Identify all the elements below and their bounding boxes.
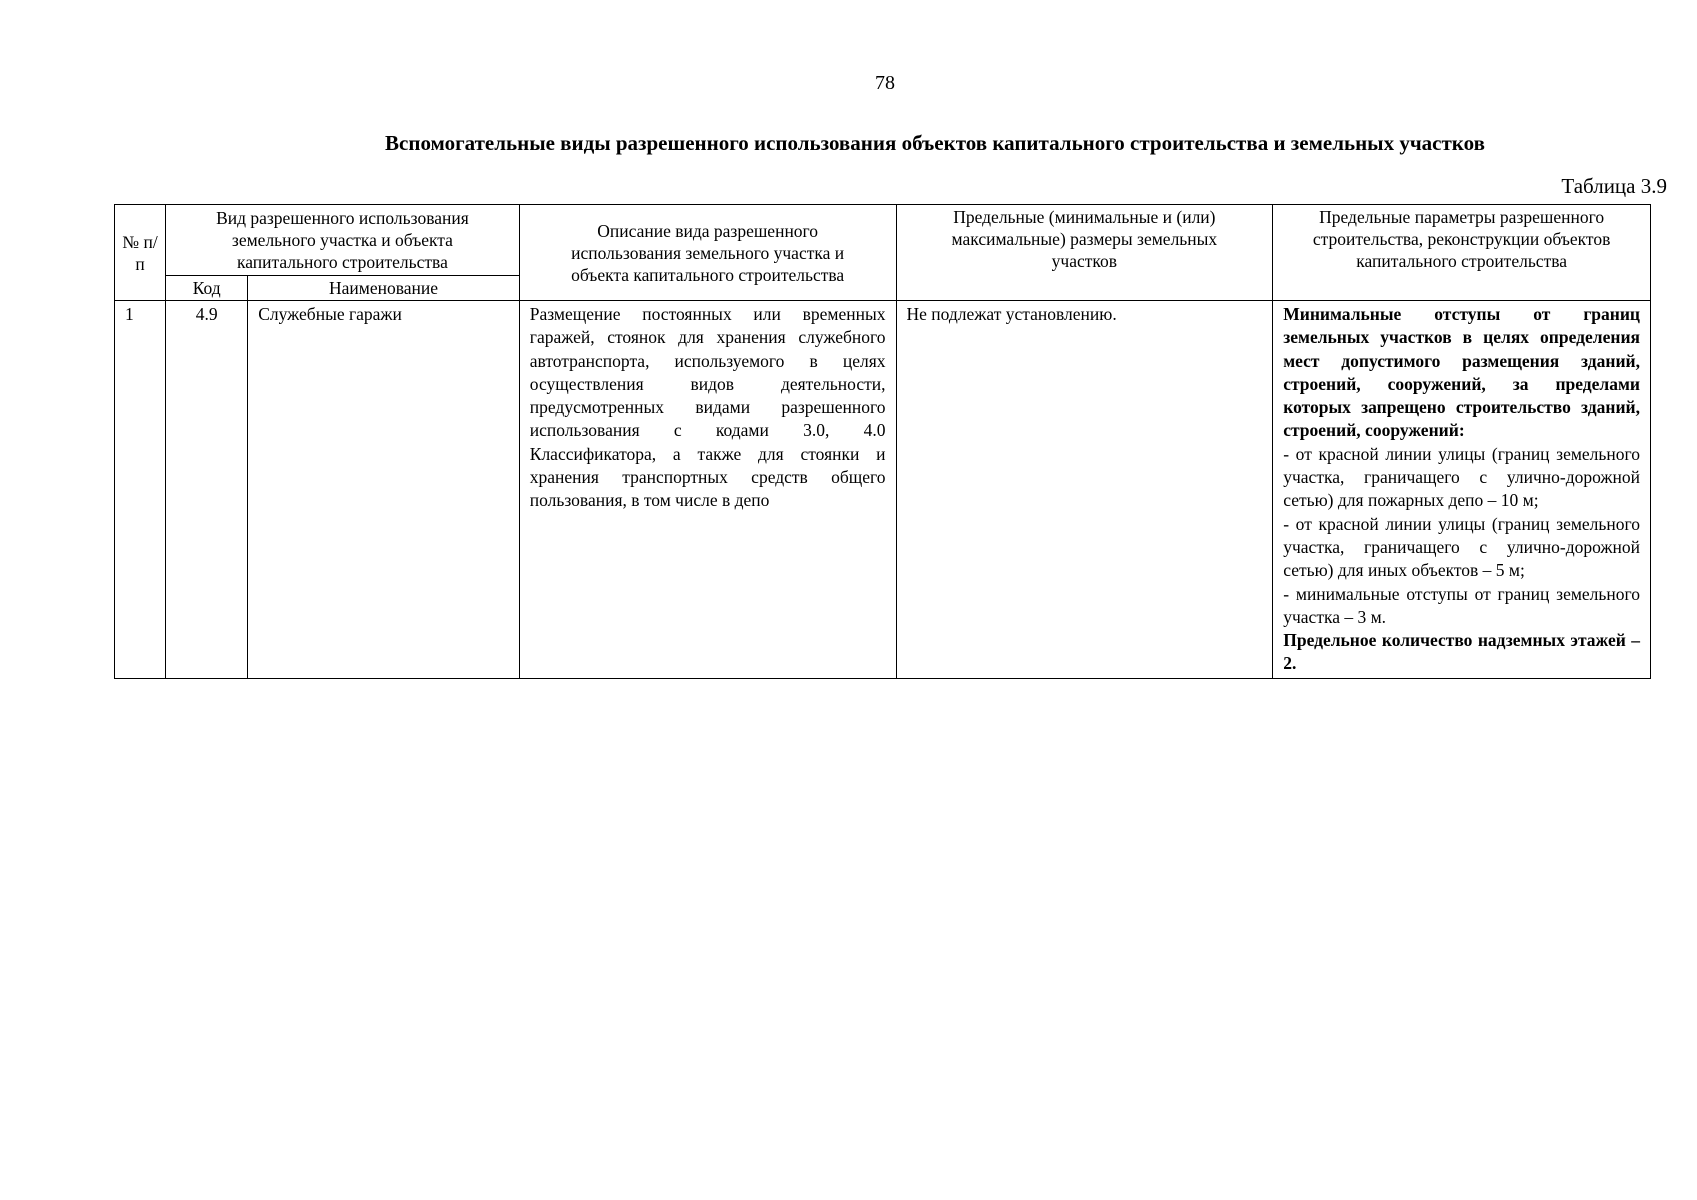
param-item-fire-depot: - от красной линии улицы (границ земельного участка, граничащего с улично-дорожной сетью) для пожарных депо – 10 м;: [1283, 443, 1640, 511]
document-title: Вспомогательные виды разрешенного использования объектов капитального строительства и земельных участков: [385, 131, 1485, 155]
table-caption: Таблица 3.9: [1561, 174, 1667, 198]
header-kod: Код: [166, 276, 248, 301]
permitted-use-table: [114, 204, 1651, 679]
page-number: 78: [875, 72, 895, 94]
cell-kod: 4.9: [166, 301, 248, 679]
table-row: [115, 301, 1651, 679]
header-num: № п/п: [115, 205, 166, 301]
cell-num: 1: [115, 301, 166, 679]
header-vid: Вид разрешенного использования земельного участка и объекта капитального строительства: [166, 205, 520, 276]
cell-param: [1273, 301, 1651, 679]
header-naim: Наименование: [248, 276, 520, 301]
cell-razm: Не подлежат установлению.: [896, 301, 1273, 679]
cell-opis: Размещение постоянных или временных гаражей, стоянок для хранения служебного автотранспорта, используемого в целях осуществления видов деятельности, предусмотренных видами разрешенного использования с кодами 3.0, 4.0 Классификатора, а также для стоянки и хранения транспортных средств общего пользования, в том числе в депо: [519, 301, 896, 679]
header-param: Предельные параметры разрешенного строительства, реконструкции объектов капитального строительства: [1273, 205, 1651, 301]
cell-naim: Служебные гаражи: [248, 301, 520, 679]
header-opis: Описание вида разрешенного использования земельного участка и объекта капитального строительства: [519, 205, 896, 301]
param-item-other-objects: - от красной линии улицы (границ земельного участка, граничащего с улично-дорожной сетью) для иных объектов – 5 м;: [1283, 513, 1640, 581]
param-setbacks-heading: Минимальные отступы от границ земельных участков в целях определения мест допустимого размещения зданий, строений, сооружений, за пределами которых запрещено строительство зданий, строений, сооружений:: [1283, 304, 1640, 441]
param-floors-limit: Предельное количество надземных этажей – 2.: [1283, 630, 1640, 674]
header-row: [115, 205, 1651, 276]
param-item-min-setback: - минимальные отступы от границ земельного участка – 3 м.: [1283, 583, 1640, 627]
header-razm: Предельные (минимальные и (или) максимальные) размеры земельных участков: [896, 205, 1273, 301]
